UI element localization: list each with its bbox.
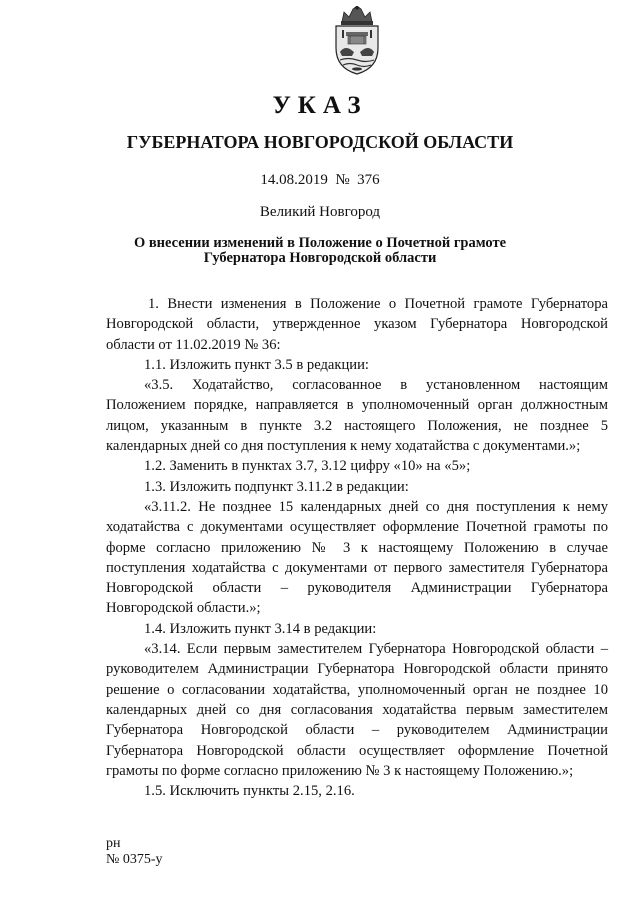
paragraph-1-5: 1.5. Исключить пункты 2.15, 2.16. [144,783,355,800]
paragraph-1-3: 1.3. Изложить подпункт 3.11.2 в редакции: [144,478,409,495]
document-number: 376 [357,172,380,188]
paragraph-3-14-text: «3.14. Если первым заместителем Губернатора Новгородской области – руководителем Администрации Губернатора Новгородской области принято решение о согласовании ходатайства, уполномоченный орган не позднее 10 календарных дней со дня согласования ходатайства первым заместителем Губернатора Новгородской области – руководителем Администрации Губернатора Новгородской области осуществляет оформление Почетной грамоты по форме согласно приложению № 3 к настоящему Положению.»; [106,641,608,779]
paragraph-1: 1. Внести изменения в Положение о Почетной грамоте Губернатора Новгородской области, утвержденное указом Губернатора Новгородской области от 11.02.2019 № 36: [106,296,608,353]
document-body [106,294,608,801]
novgorod-coat-of-arms-icon [330,6,384,76]
paragraph-1-1: 1.1. Изложить пункт 3.5 в редакции: [144,356,369,373]
paragraph-3-11-2-text: «3.11.2. Не позднее 15 календарных дней со дня поступления к нему ходатайства с документами осуществляет оформление Почетной грамоты по форме согласно приложению № 3 к настоящему Положению в случае поступления ходатайства с документами от первого заместителя Губернатора Новгородской области – руководителя Администрации Губернатора Новгородской области.»; [106,498,608,617]
number-sign: № [335,172,350,188]
heading-line-1: О внесении изменений в Положение о Почетной грамоте [133,235,507,251]
document-date: 14.08.2019 [260,172,328,188]
author-initials: рн [106,836,121,851]
registration-ref: № 0375-у [106,852,163,867]
document-heading [0,236,640,266]
document-title: УКАЗ [272,92,368,119]
heading-line-2: Губернатора Новгородской области [203,250,437,266]
footer-marks [106,836,163,868]
city-name: Великий Новгород [259,204,381,220]
date-number-line [0,172,640,189]
paragraph-3-5-text: «3.5. Ходатайство, согласованное в установленном настоящим Положением порядке, направляется в уполномоченный орган должностным лицом, указанным в пункте 3.2 настоящего Положения, не позднее 5 календарных дней со дня поступления к нему ходатайства с документами.»; [106,377,608,455]
document-issuer: ГУБЕРНАТОРА НОВГОРОДСКОЙ ОБЛАСТИ [126,132,514,152]
paragraph-1-4: 1.4. Изложить пункт 3.14 в редакции: [144,620,377,637]
paragraph-1-2: 1.2. Заменить в пунктах 3.7, 3.12 цифру «10» на «5»; [144,458,471,475]
